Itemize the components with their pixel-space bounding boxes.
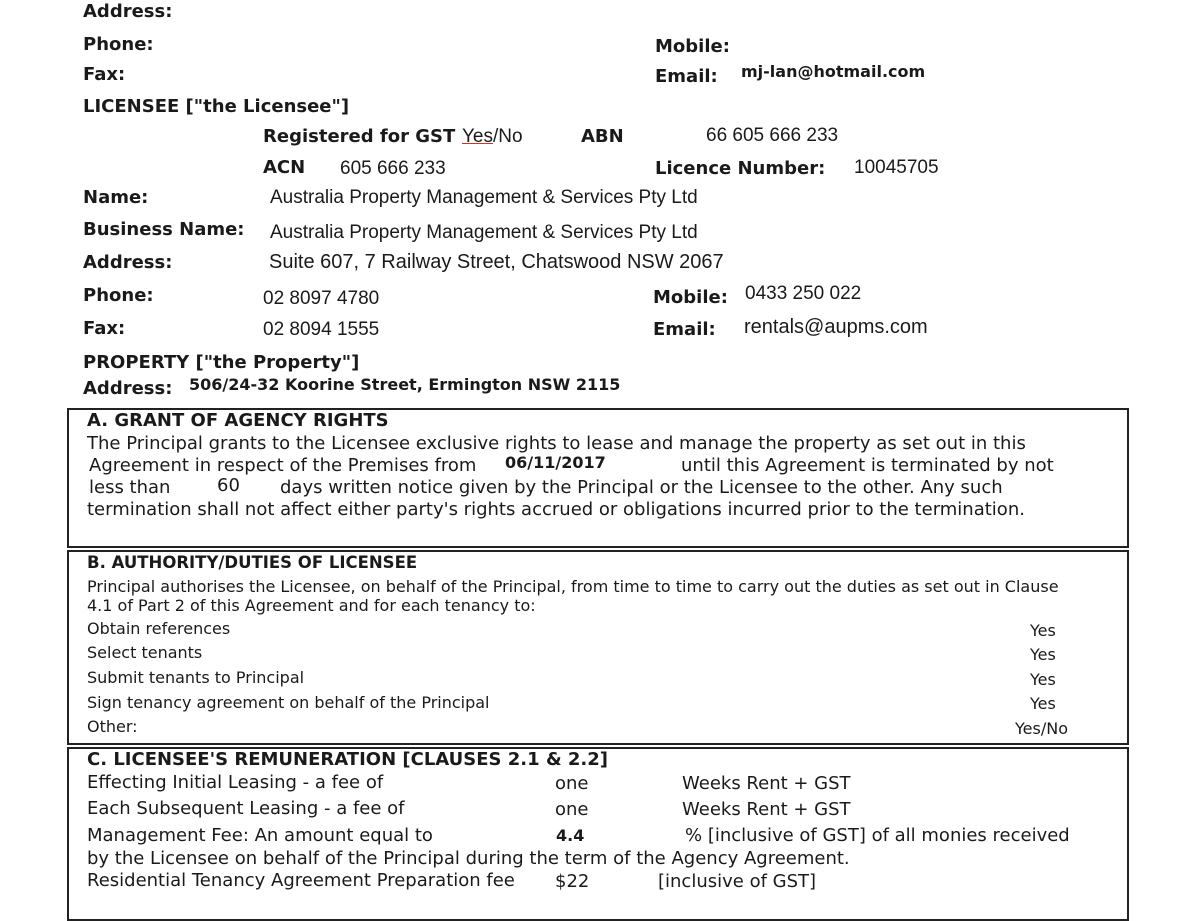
principal-fax-label: Fax:: [83, 64, 126, 85]
notice-days-value: 60: [217, 475, 240, 496]
section-c-heading: C. LICENSEE'S REMUNERATION [CLAUSES 2.1 & 2.2]: [87, 749, 609, 770]
section-a-line3-post: days written notice given by the Principal or the Licensee to the other. Any such: [280, 477, 1003, 498]
licensee-fax-value: 02 8094 1555: [263, 319, 380, 340]
management-fee-label: Management Fee: An amount equal to: [87, 825, 433, 846]
management-fee-value: 4.4: [556, 826, 585, 845]
section-a-line3-pre: less than: [89, 477, 171, 498]
duty-value: Yes: [1030, 645, 1056, 664]
business-name-label: Business Name:: [83, 219, 245, 240]
initial-leasing-label: Effecting Initial Leasing - a fee of: [87, 772, 384, 793]
acn-label: ACN: [263, 157, 306, 178]
licensee-email-value: rentals@aupms.com: [744, 316, 928, 338]
duty-value: Yes: [1030, 621, 1056, 640]
principal-email-label: Email:: [655, 66, 718, 87]
licensee-mobile-value: 0433 250 022: [745, 283, 862, 304]
duty-label: Submit tenants to Principal: [87, 668, 305, 687]
gst-value: [462, 126, 523, 148]
principal-phone-label: Phone:: [83, 34, 154, 55]
licensee-name-value: Australia Property Management & Services Pty Ltd: [270, 187, 698, 208]
section-a-line4: termination shall not affect either party's rights accrued or obligations incurred prior to the termination.: [87, 499, 1025, 520]
management-fee-unit: % [inclusive of GST] of all monies received: [685, 825, 1070, 846]
duty-value: Yes: [1030, 694, 1056, 713]
duty-value: Yes: [1030, 670, 1056, 689]
property-address-value: 506/24-32 Koorine Street, Ermington NSW 2115: [189, 375, 621, 394]
section-a-line2-post: until this Agreement is terminated by not: [681, 455, 1054, 476]
duty-label: Sign tenancy agreement on behalf of the Principal: [87, 693, 490, 712]
subsequent-leasing-value: one: [555, 799, 589, 820]
rta-fee-label: Residential Tenancy Agreement Preparation fee: [87, 870, 515, 891]
agency-start-date: 06/11/2017: [505, 453, 606, 472]
rta-fee-value: $22: [555, 871, 590, 892]
gst-yes: Yes: [462, 126, 493, 147]
licensee-email-label: Email:: [653, 319, 716, 340]
initial-leasing-unit: Weeks Rent + GST: [682, 773, 851, 794]
duty-value: Yes/No: [1015, 719, 1068, 738]
abn-value: 66 605 666 233: [706, 125, 839, 146]
licence-value: 10045705: [854, 157, 939, 178]
principal-email-value: mj-lan@hotmail.com: [741, 62, 926, 81]
property-heading: PROPERTY ["the Property"]: [83, 352, 360, 373]
principal-mobile-label: Mobile:: [655, 36, 730, 57]
principal-address-label: Address:: [83, 1, 173, 22]
acn-value: 605 666 233: [340, 158, 446, 179]
licensee-heading: LICENSEE ["the Licensee"]: [83, 96, 350, 117]
section-b-heading: B. AUTHORITY/DUTIES OF LICENSEE: [87, 553, 418, 572]
duty-label: Other:: [87, 717, 138, 736]
management-fee-line2: by the Licensee on behalf of the Principal during the term of the Agency Agreement.: [87, 848, 850, 869]
licensee-phone-value: 02 8097 4780: [263, 288, 380, 309]
duty-label: Select tenants: [87, 643, 203, 662]
section-b-intro1: Principal authorises the Licensee, on behalf of the Principal, from time to time to carry out the duties as set out in Clause: [87, 577, 1059, 596]
initial-leasing-value: one: [555, 773, 589, 794]
licensee-fax-label: Fax:: [83, 318, 126, 339]
licensee-name-label: Name:: [83, 187, 149, 208]
abn-label: ABN: [581, 126, 624, 147]
section-b-intro2: 4.1 of Part 2 of this Agreement and for each tenancy to:: [87, 596, 536, 615]
licensee-phone-label: Phone:: [83, 285, 154, 306]
subsequent-leasing-unit: Weeks Rent + GST: [682, 799, 851, 820]
licence-label: Licence Number:: [655, 158, 826, 179]
gst-no: /No: [493, 126, 523, 147]
rta-fee-unit: [inclusive of GST]: [658, 871, 817, 892]
licensee-mobile-label: Mobile:: [653, 287, 728, 308]
licensee-address-label: Address:: [83, 252, 173, 273]
section-a-heading: A. GRANT OF AGENCY RIGHTS: [87, 410, 389, 431]
section-a-line1: The Principal grants to the Licensee exclusive rights to lease and manage the property as set out in this: [87, 433, 1026, 454]
business-name-value: Australia Property Management & Services Pty Ltd: [270, 222, 698, 243]
gst-label: Registered for GST: [263, 126, 456, 147]
duty-label: Obtain references: [87, 619, 231, 638]
licensee-address-value: Suite 607, 7 Railway Street, Chatswood NSW 2067: [269, 251, 724, 273]
section-a-line2-pre: Agreement in respect of the Premises from: [89, 455, 477, 476]
property-address-label: Address:: [83, 378, 173, 399]
subsequent-leasing-label: Each Subsequent Leasing - a fee of: [87, 798, 405, 819]
